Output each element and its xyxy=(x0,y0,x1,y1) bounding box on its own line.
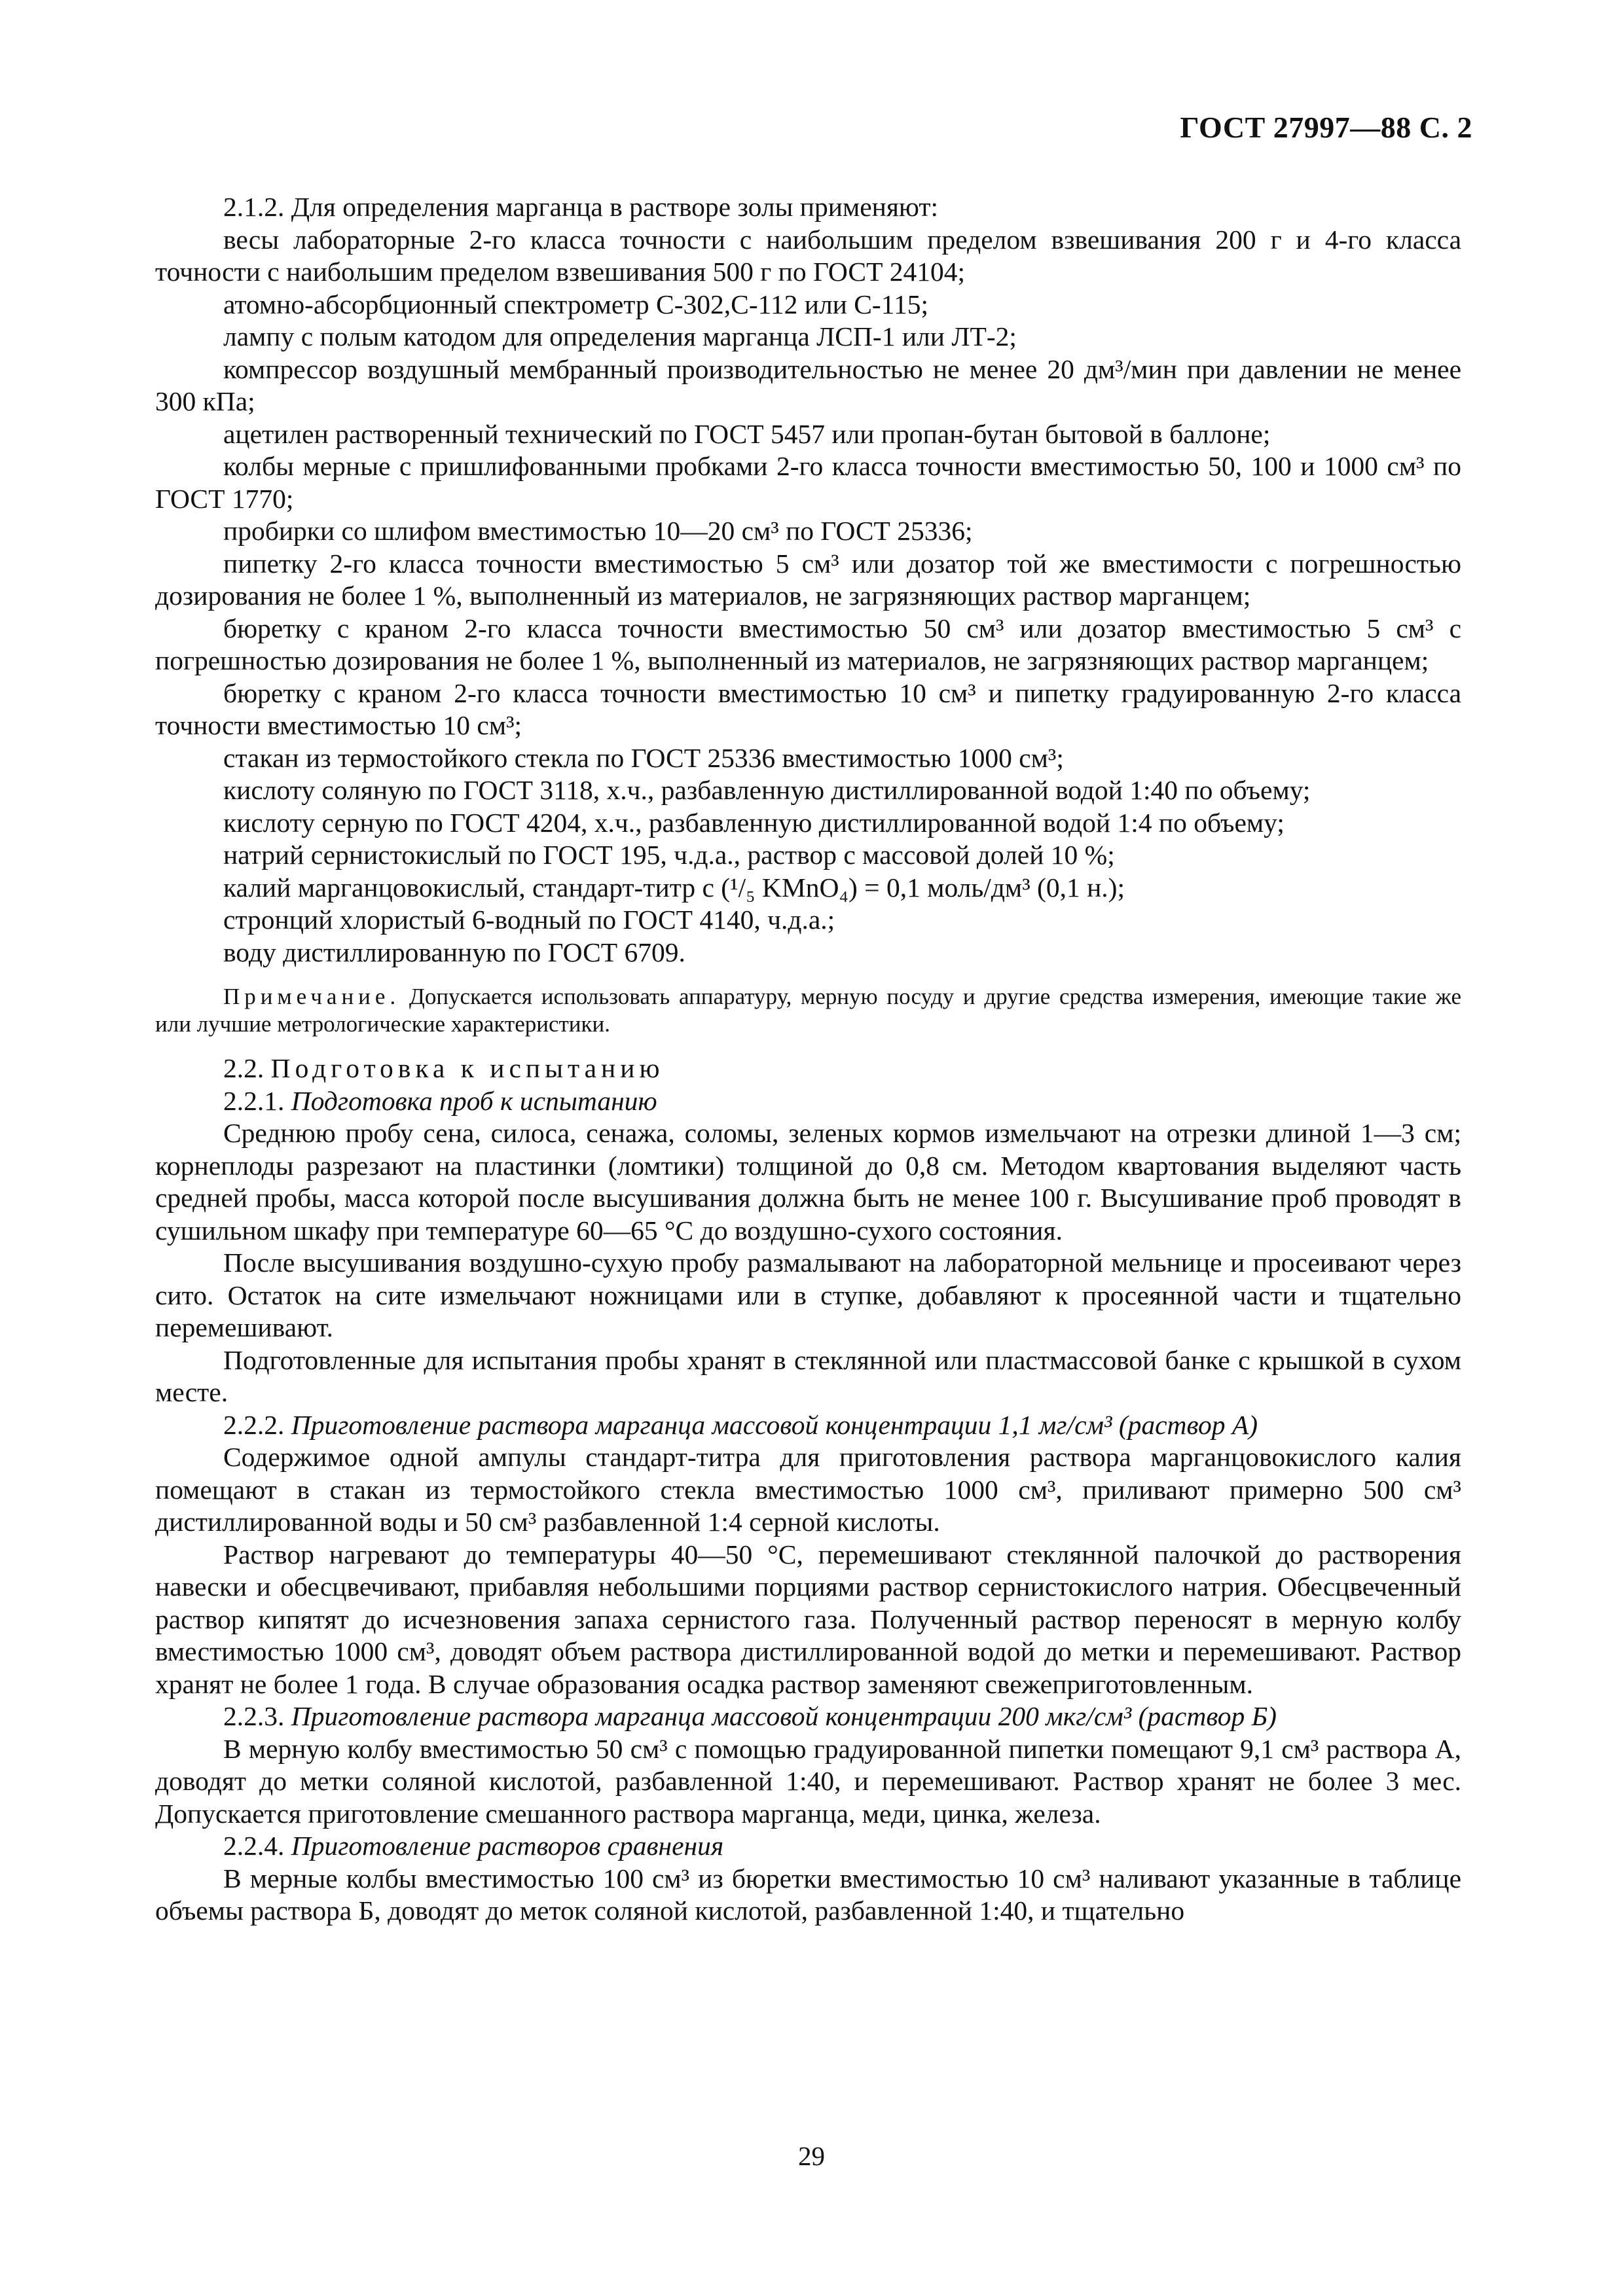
section-title: Приготовление раствора марганца массовой концентрации 1,1 мг/см³ (раствор А) xyxy=(291,1409,1258,1440)
section-2-2-2-heading xyxy=(155,1409,1461,1442)
section-title: Приготовление раствора марганца массовой концентрации 200 мкг/см³ (раствор Б) xyxy=(291,1701,1277,1731)
list-item: натрий сернистокислый по ГОСТ 195, ч.д.а., раствор с массовой долей 10 %; xyxy=(223,840,1115,870)
paragraph: Подготовленные для испытания пробы хранят в стеклянной или пластмассовой банке с крышкой в сухом месте. xyxy=(155,1344,1461,1407)
list-item: кислоту серную по ГОСТ 4204, х.ч., разбавленную дистиллированной водой 1:4 по объему; xyxy=(223,807,1285,838)
list-item: ацетилен растворенный технический по ГОСТ 5457 или пропан-бутан бытовой в баллоне; xyxy=(223,418,1271,449)
list-item: лампу с полым катодом для определения марганца ЛСП-1 или ЛТ-2; xyxy=(223,321,1017,351)
document-body xyxy=(155,191,1461,1928)
section-title: Приготовление растворов сравнения xyxy=(291,1831,724,1861)
list-item: компрессор воздушный мембранный производительностью не менее 20 дм³/мин при давлении не менее 300 кПа; xyxy=(155,353,1461,416)
note-label: Примечание. xyxy=(223,984,401,1009)
page-number: 29 xyxy=(798,2141,825,2171)
section-number: 2.2.1. xyxy=(223,1085,285,1116)
paragraph: В мерные колбы вместимостью 100 см³ из бюретки вместимостью 10 см³ наливают указанные в таблице объемы раствора Б, доводят до меток соляной кислотой, разбавленной 1:40, и тщательно xyxy=(155,1863,1461,1926)
paragraph: Раствор нагревают до температуры 40—50 °С, перемешивают стеклянной палочкой до растворения навески и обесцвечивают, прибавляя небольшими порциями раствор сернистокислого натрия. Обесцвеченный раствор кипятят до исчезновения запаха сернистого газа. Полученный раствор переносят в мерную колбу вместимостью 1000 см³, доводят объем раствора дистиллированной водой до метки и перемешивают. Раствор хранят не более 1 года. В случае образования осадка раствор заменяют свежеприготовленным. xyxy=(155,1539,1461,1699)
section-number: 2.2.3. xyxy=(223,1701,285,1731)
section-title: Подготовка к испытанию xyxy=(270,1053,665,1083)
section-number: 2.2. xyxy=(223,1053,264,1083)
section-2-1-2-intro: 2.1.2. Для определения марганца в растворе золы применяют: xyxy=(223,192,939,222)
list-item: стакан из термостойкого стекла по ГОСТ 25336 вместимостью 1000 см³; xyxy=(223,742,1064,773)
list-item: колбы мерные с пришлифованными пробками 2-го класса точности вместимостью 50, 100 и 1000 см³ по ГОСТ 1770; xyxy=(155,451,1461,514)
list-item: кислоту соляную по ГОСТ 3118, х.ч., разбавленную дистиллированной водой 1:40 по объему; xyxy=(223,775,1311,805)
list-item: стронций хлористый 6-водный по ГОСТ 4140, ч.д.а.; xyxy=(223,905,835,935)
section-2-2-1-heading xyxy=(155,1085,1461,1118)
list-item: бюретку с краном 2-го класса точности вместимостью 50 см³ или дозатор вместимостью 5 см³ с погрешностью дозирования не более 1 %, выполненный из материалов, не загрязняющих раствор марганцем; xyxy=(155,613,1461,675)
list-item: атомно-абсорбционный спектрометр С-302,С-112 или С-115; xyxy=(223,289,928,319)
list-item: пробирки со шлифом вместимостью 10—20 см³ по ГОСТ 25336; xyxy=(223,516,973,546)
list-item: воду дистиллированную по ГОСТ 6709. xyxy=(223,937,685,967)
section-2-2-3-heading xyxy=(155,1700,1461,1733)
note-text: Допускается использовать аппаратуру, мерную посуду и другие средства измерения, имеющие такие же или лучшие метрологические характеристики. xyxy=(155,984,1461,1037)
list-item: весы лабораторные 2-го класса точности с наибольшим пределом взвешивания 200 г и 4-го класса точности с наибольшим пределом взвешивания 500 г по ГОСТ 24104; xyxy=(155,224,1461,287)
paragraph: Содержимое одной ампулы стандарт-титра для приготовления раствора марганцовокислого калия помещают в стакан из термостойкого стекла вместимостью 1000 см³, приливают примерно 500 см³ дистиллированной воды и 50 см³ разбавленной 1:4 серной кислоты. xyxy=(155,1442,1461,1537)
note xyxy=(155,983,1461,1038)
list-item: калий марганцовокислый, стандарт-титр c (¹/₅ KMnO₄) = 0,1 моль/дм³ (0,1 н.); xyxy=(223,872,1125,903)
list-item: пипетку 2-го класса точности вместимостью 5 см³ или дозатор той же вместимости с погрешностью дозирования не более 1 %, выполненный из материалов, не загрязняющих раствор марганцем; xyxy=(155,548,1461,611)
list-item: бюретку с краном 2-го класса точности вместимостью 10 см³ и пипетку градуированную 2-го класса точности вместимостью 10 см³; xyxy=(155,677,1461,740)
section-title: Подготовка проб к испытанию xyxy=(291,1085,657,1116)
section-number: 2.2.2. xyxy=(223,1409,285,1440)
paragraph: В мерную колбу вместимостью 50 см³ с помощью градуированной пипетки помещают 9,1 см³ раствора А, доводят до метки соляной кислотой, разбавленной 1:40, и перемешивают. Раствор хранят не более 3 мес. Допускается приготовление смешанного раствора марганца, меди, цинка, железа. xyxy=(155,1733,1461,1829)
page-header: ГОСТ 27997—88 С. 2 xyxy=(1180,111,1472,144)
paragraph: После высушивания воздушно-сухую пробу размалывают на лабораторной мельнице и просеивают через сито. Остаток на сите измельчают ножницами или в ступке, добавляют к просеянной части и тщательно перемешивают. xyxy=(155,1247,1461,1342)
section-2-2-heading xyxy=(155,1052,1461,1085)
section-2-2-4-heading xyxy=(155,1830,1461,1863)
paragraph: Среднюю пробу сена, силоса, сенажа, соломы, зеленых кормов измельчают на отрезки длиной 1—3 см; корнеплоды разрезают на пластинки (ломтики) толщиной до 0,8 см. Методом квартования выделяют часть средней пробы, масса которой после высушивания должна быть не менее 100 г. Высушивание проб проводят в сушильном шкафу при температуре 60—65 °С до воздушно-сухого состояния. xyxy=(155,1118,1461,1246)
section-number: 2.2.4. xyxy=(223,1831,285,1861)
